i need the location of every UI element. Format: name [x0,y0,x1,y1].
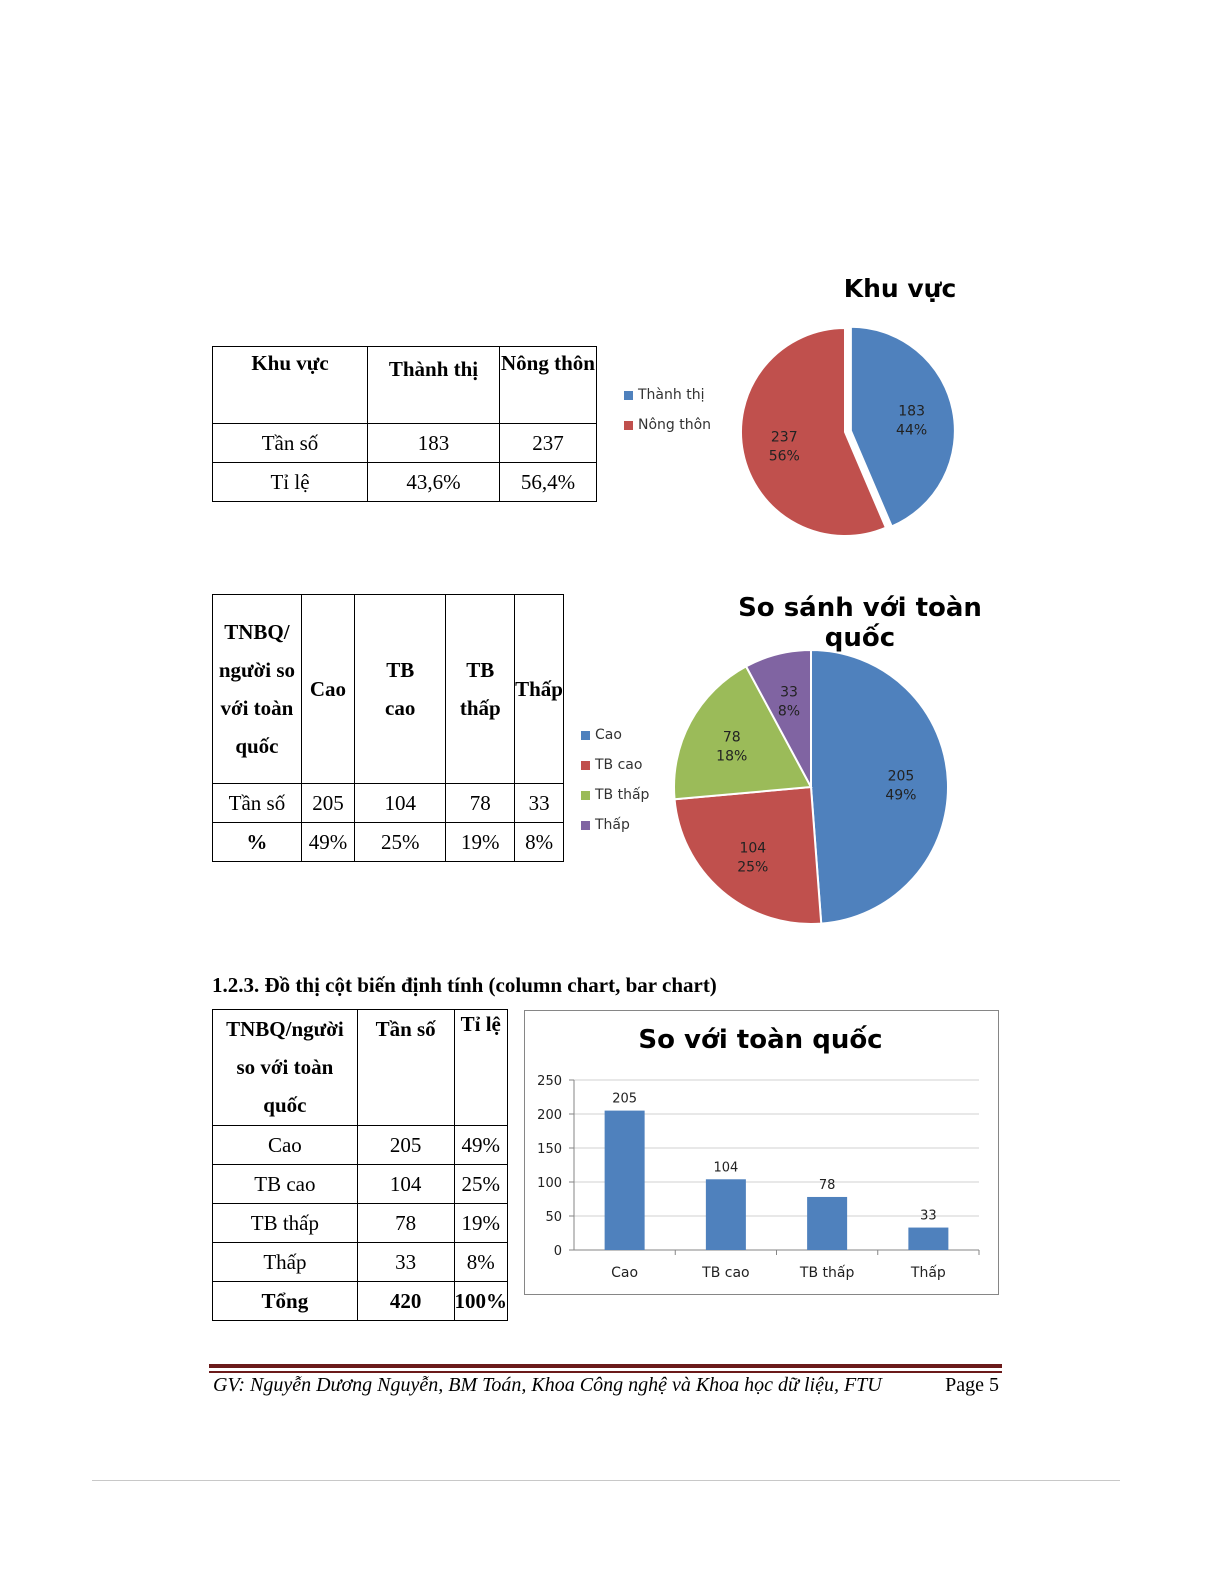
x-category-label: Cao [611,1265,639,1281]
table-cell: 78 [357,1204,454,1243]
table-cell: 33 [357,1243,454,1282]
table-cell: 25% [355,823,446,862]
bar-chart-so-voi-toan-quoc [524,1010,997,1293]
section-heading: 1.2.3. Đồ thị cột biến định tính (column chart, bar chart) [212,973,717,997]
y-tick-label: 0 [553,1244,562,1259]
table-header-cell: TNBQ/người so với toàn quốc [213,1010,358,1126]
table-cell: TB thấp [213,1204,358,1243]
x-category-label: Thấp [910,1265,946,1281]
pie-slice-cao [811,650,948,924]
pie-value-label: 104 [739,840,767,857]
pie2-title: So sánh với toàn quốc [738,593,982,653]
y-tick-label: 250 [537,1074,562,1089]
pie1-legend [624,380,711,440]
table-cell: 183 [368,424,500,463]
table-tan-so [212,1009,508,1321]
table-cell: 49% [301,823,354,862]
legend-item [581,720,649,750]
bar-value-label: 33 [920,1208,937,1224]
bar-value-label: 78 [818,1177,836,1193]
table-cell: 205 [357,1126,454,1165]
pie-value-label: 33 [780,684,798,701]
table-cell: 104 [355,784,446,823]
table-header-cell: Nông thôn [500,347,597,424]
table-header-cell: Khu vực [213,347,368,424]
pie1-title: Khu vực [843,274,957,303]
pie-percent-label: 18% [716,748,748,765]
bar-value-label: 104 [713,1160,739,1176]
table-cell: 104 [357,1165,454,1204]
table-cell: 25% [454,1165,508,1204]
pie-percent-label: 56% [768,448,800,465]
page-bottom-divider [92,1480,1120,1481]
table-header-cell: TNBQ/ người so với toàn quốc [213,595,302,784]
pie-value-label: 78 [722,729,741,746]
table-cell: TB cao [213,1165,358,1204]
y-tick-label: 50 [545,1210,562,1225]
legend-item [581,810,649,840]
legend-swatch-green [581,791,590,800]
table-total-cell: Tổng [213,1282,358,1321]
table-header-cell: TB cao [355,595,446,784]
pie-percent-label: 49% [885,787,917,804]
legend-item [624,410,711,440]
legend-swatch-blue [581,731,590,740]
legend-swatch-red [624,421,633,430]
table-cell: 43,6% [368,463,500,502]
bar-cao [605,1111,645,1250]
table-cell: 237 [500,424,597,463]
table-cell: 8% [454,1243,508,1282]
x-category-label: TB thấp [799,1265,855,1281]
table-cell: Tỉ lệ [213,463,368,502]
pie-percent-label: 8% [777,703,801,720]
pie-chart-khu-vuc [720,316,970,546]
table-cell: 8% [515,823,564,862]
legend-item [581,750,649,780]
bar-chart-title: So với toàn quốc [638,1025,883,1055]
table-cell: 19% [454,1204,508,1243]
table-cell: 33 [515,784,564,823]
bar-tb-cao [706,1179,746,1250]
x-category-label: TB cao [702,1265,750,1281]
legend-label: Thành thị [638,387,705,403]
legend-label: TB thấp [595,787,650,803]
table-cell: Tần số [213,784,302,823]
bar-tb-thấp [807,1197,847,1250]
pie-value-label: 205 [887,768,915,785]
table-cell: % [213,823,302,862]
legend-label: TB cao [595,757,643,773]
table-cell: 205 [301,784,354,823]
table-total-cell: 100% [454,1282,508,1321]
pie-percent-label: 25% [737,859,769,876]
y-tick-label: 100 [537,1176,562,1191]
table-so-sanh [212,594,564,862]
table-cell: 78 [446,784,515,823]
table-header-cell: Cao [301,595,354,784]
legend-item [624,380,711,410]
pie-chart-so-sanh [660,638,970,938]
table-header-cell: Tỉ lệ [454,1010,508,1126]
table-cell: 49% [454,1126,508,1165]
footer-rule-thick [209,1364,1002,1368]
pie-value-label: 237 [770,429,798,446]
table-header-cell: TB thấp [446,595,515,784]
legend-label: Nông thôn [638,417,712,433]
table-cell: Thấp [213,1243,358,1282]
footer-rule-thin [209,1371,1002,1373]
footer-page-number: Page 5 [945,1374,999,1396]
table-cell: 19% [446,823,515,862]
legend-label: Thấp [595,817,630,833]
y-tick-label: 200 [537,1108,562,1123]
table-header-cell: Tần số [357,1010,454,1126]
pie-percent-label: 44% [896,422,928,439]
table-cell: Cao [213,1126,358,1165]
bar-thấp [908,1228,948,1250]
table-total-cell: 420 [357,1282,454,1321]
table-cell: 56,4% [500,463,597,502]
legend-swatch-purple [581,821,590,830]
legend-label: Cao [595,727,622,743]
footer-author: GV: Nguyễn Dương Nguyễn, BM Toán, Khoa Công nghệ và Khoa học dữ liệu, FTU [213,1374,882,1396]
legend-swatch-blue [624,391,633,400]
legend-item [581,780,649,810]
pie-value-label: 183 [898,403,925,420]
y-tick-label: 150 [537,1142,562,1157]
legend-swatch-red [581,761,590,770]
pie2-legend [581,720,649,840]
table-header-cell: Thành thị [368,347,500,424]
bar-value-label: 205 [612,1091,638,1107]
table-cell: Tần số [213,424,368,463]
table-khu-vuc [212,346,597,502]
table-header-cell: Thấp [515,595,564,784]
